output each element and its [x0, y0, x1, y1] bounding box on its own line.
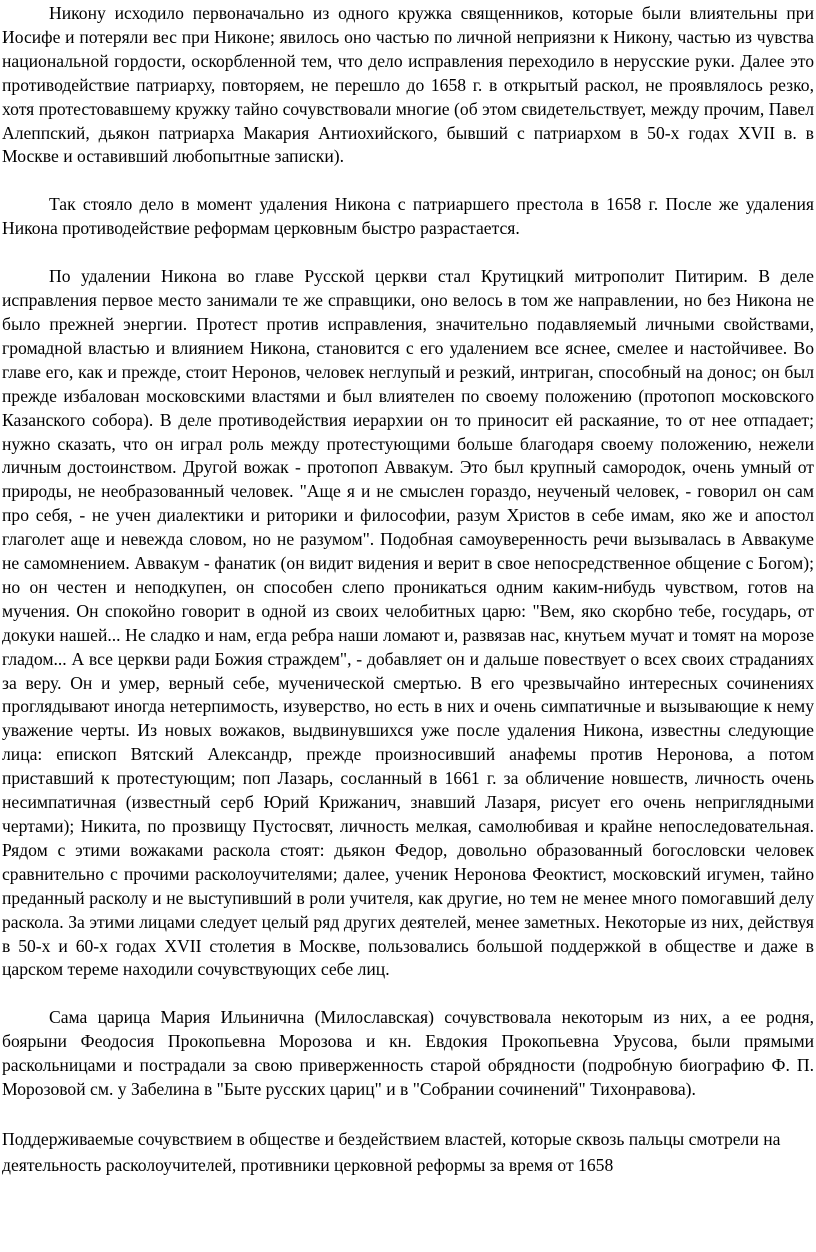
paragraph-4: Сама царица Мария Ильинична (Милославская) сочувствовала некоторым из них, а ее родня, боярыни Феодосия Прокопьевна Морозова и кн. Евдокия Прокопьевна Урусова, были прямыми раскольницами и пострадали за свою приверженность старой обрядности (подробную биографию Ф. П. Морозовой см. у Забелина в "Быте русских цариц" и в "Собрании сочинений" Тихонравова). — [2, 1007, 814, 1100]
paragraph-1: Никону исходило первоначально из одного кружка священников, которые были влиятельны при Иосифе и потеряли вес при Никоне; явилось оно частью по личной неприязни к Никону, частью из чувства национальной гордости, оскорбленной тем, что дело исправления переходило в нерусские руки. Далее это противодействие патриарху, повторяем, не перешло до 1658 г. в открытый раскол, не проявлялось резко, хотя протестовавшему кружку тайно сочувствовали многие (об этом свидетельствует, между прочим, Павел Алеппский, дьякон патриарха Макария Антиохийского, бывший с патриархом в 50-х годах XVII в. в Москве и оставивший любопытные записки). — [2, 3, 814, 167]
paragraph-2: Так стояло дело в момент удаления Никона с патриаршего престола в 1658 г. После же удаления Никона противодействие реформам церковным быстро разрастается. — [2, 194, 814, 239]
paragraph-3: По удалении Никона во главе Русской церкви стал Крутицкий митрополит Питирим. В деле исправления первое место занимали те же справщики, оно велось в том же направлении, но без Никона не было прежней энергии. Протест против исправления, значительно подавляемый личными свойствами, громадной властью и влиянием Никона, становится с его удалением все яснее, смелее и настойчивее. Во главе его, как и прежде, стоит Неронов, человек неглупый и резкий, интриган, способный на донос; он был прежде избалован московскими властями и был влиятелен по своему положению (протопоп московского Казанского собора). В деле противодействия иерархии он то приносит ей раскаяние, то от нее отпадает; нужно сказать, что он играл роль между протестующими больше благодаря своему положению, нежели личным достоинством. Другой вожак - протопоп Аввакум. Это был крупный самородок, очень умный от природы, не необразованный человек. "Аще я и не смыслен гораздо, неученый человек, - говорил он сам про себя, - не учен диалектики и риторики и философии, разум Христов в себе имам, яко же и апостол глаголет аще и невежда словом, но не разумом". Подобная самоуверенность речи вызывалась в Аввакуме не самомнением. Аввакум - фанатик (он видит видения и верит в свое непосредственное общение с Богом); но он честен и неподкупен, он способен слепо проникаться одним каким-нибудь чувством, готов на мучения. Он спокойно говорит в одной из своих челобитных царю: "Вем, яко скорбно тебе, государь, от докуки нашей... Не сладко и нам, егда ребра наши ломают и, развязав нас, кнутьем мучат и томят на морозе гладом... А все церкви ради Божия страждем", - добавляет он и дальше повествует о всех своих страданиях за веру. Он и умер, верный себе, мученической смертью. В его чрезвычайно интересных сочинениях проглядывают иногда нетерпимость, изуверство, но есть в них и очень симпатичные и вызывающие к нему уважение черты. Из новых вожаков, выдвинувшихся уже после удаления Никона, известны следующие лица: епископ Вятский Александр, прежде произносивший анафемы против Неронова, а потом приставший к протестующим; поп Лазарь, сосланный в 1661 г. за обличение новшеств, личность очень несимпатичная (известный серб Юрий Крижанич, знавший Лазаря, рисует его очень неприглядными чертами); Никита, по прозвищу Пустосвят, личность мелкая, самолюбивая и крайне непоследовательная. Рядом с этими вожаками раскола стоят: дьякон Федор, довольно образованный богословски человек сравнительно с прочими расколоучителями; далее, ученик Неронова Феоктист, московский игумен, тайно преданный расколу и не выступивший в роли учителя, как другие, но тем не менее много помогавший делу раскола. За этими лицами следует целый ряд других деятелей, менее заметных. Некоторые из них, действуя в 50-х и 60-х годах XVII столетия в Москве, пользовались большой поддержкой в обществе и даже в царском тереме находили сочувствующих себе лиц. — [2, 266, 814, 980]
paragraph-5: Поддерживаемые сочувствием в обществе и бездействием властей, которые сквозь пальцы смотрели на деятельность расколоучителей, противники церковной реформы за время от 1658 — [2, 1128, 781, 1175]
